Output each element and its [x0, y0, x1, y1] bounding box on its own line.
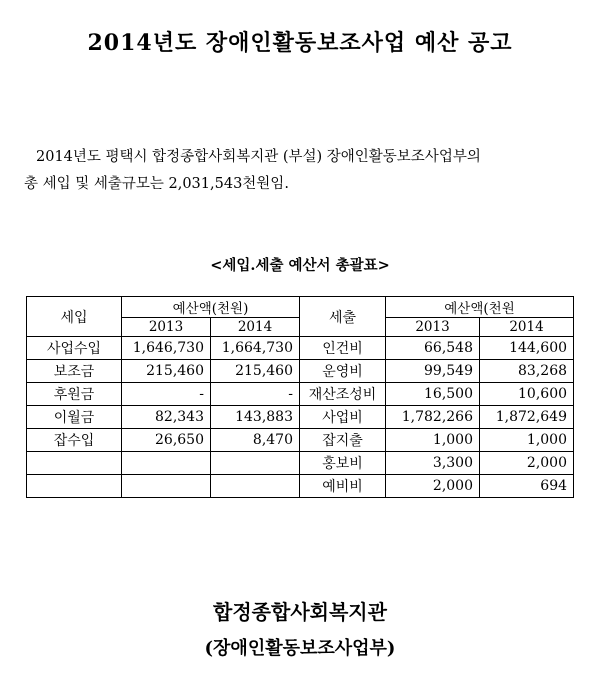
- income-amount-header: 예산액(천원): [122, 297, 300, 318]
- income-2013-cell: [122, 452, 211, 475]
- income-2014-cell: [211, 452, 300, 475]
- income-2013-cell: [122, 475, 211, 498]
- income-2013-cell: 215,460: [122, 360, 211, 383]
- income-2014-cell: 215,460: [211, 360, 300, 383]
- expense-header: 세출: [300, 297, 386, 337]
- expense-2013-cell: 1,782,266: [386, 406, 480, 429]
- summary-line-2: 총 세입 및 세출규모는 2,031,543천원임.: [24, 176, 289, 192]
- expense-cell: 재산조성비: [300, 383, 386, 406]
- expense-2014-cell: 144,600: [480, 337, 574, 360]
- income-cell: 사업수입: [27, 337, 122, 360]
- expense-year-2013: 2013: [386, 318, 480, 337]
- budget-summary-table: [26, 296, 574, 498]
- income-2014-cell: [211, 475, 300, 498]
- expense-2013-cell: 66,548: [386, 337, 480, 360]
- expense-2013-cell: 99,549: [386, 360, 480, 383]
- expense-2014-cell: 1,872,649: [480, 406, 574, 429]
- summary-line-1: 2014년도 평택시 합정종합사회복지관 (부설) 장애인활동보조사업부의: [36, 149, 481, 165]
- income-year-2014: 2014: [211, 318, 300, 337]
- table-row: [27, 429, 574, 452]
- expense-cell: 예비비: [300, 475, 386, 498]
- income-2014-cell: 8,470: [211, 429, 300, 452]
- expense-cell: 사업비: [300, 406, 386, 429]
- income-2013-cell: 1,646,730: [122, 337, 211, 360]
- expense-2013-cell: 16,500: [386, 383, 480, 406]
- table-caption: <세입.세출 예산서 총괄표>: [210, 257, 390, 274]
- expense-2013-cell: 3,300: [386, 452, 480, 475]
- income-2014-cell: 1,664,730: [211, 337, 300, 360]
- expense-2013-cell: 1,000: [386, 429, 480, 452]
- income-2013-cell: 26,650: [122, 429, 211, 452]
- table-row: [27, 383, 574, 406]
- expense-cell: 잡지출: [300, 429, 386, 452]
- expense-cell: 운영비: [300, 360, 386, 383]
- expense-2014-cell: 83,268: [480, 360, 574, 383]
- income-cell: [27, 452, 122, 475]
- income-cell: 보조금: [27, 360, 122, 383]
- organization-name: 합정종합사회복지관: [213, 600, 387, 624]
- income-2013-cell: -: [122, 383, 211, 406]
- department-name: (장애인활동보조사업부): [204, 638, 396, 659]
- page-title: 2014년도 장애인활동보조사업 예산 공고: [87, 30, 513, 56]
- expense-2014-cell: 1,000: [480, 429, 574, 452]
- income-2013-cell: 82,343: [122, 406, 211, 429]
- income-cell: 잡수입: [27, 429, 122, 452]
- expense-2013-cell: 2,000: [386, 475, 480, 498]
- expense-amount-header: 예산액(천원: [386, 297, 574, 318]
- expense-2014-cell: 10,600: [480, 383, 574, 406]
- table-row: [27, 337, 574, 360]
- expense-2014-cell: 694: [480, 475, 574, 498]
- table-row: [27, 475, 574, 498]
- expense-cell: 홍보비: [300, 452, 386, 475]
- budget-summary-paragraph: [24, 144, 584, 198]
- table-row: [27, 406, 574, 429]
- income-2014-cell: 143,883: [211, 406, 300, 429]
- expense-year-2014: 2014: [480, 318, 574, 337]
- income-year-2013: 2013: [122, 318, 211, 337]
- expense-2014-cell: 2,000: [480, 452, 574, 475]
- income-cell: 후원금: [27, 383, 122, 406]
- income-cell: 이월금: [27, 406, 122, 429]
- income-header: 세입: [27, 297, 122, 337]
- income-cell: [27, 475, 122, 498]
- table-row: [27, 452, 574, 475]
- income-2014-cell: -: [211, 383, 300, 406]
- expense-cell: 인건비: [300, 337, 386, 360]
- table-row: [27, 360, 574, 383]
